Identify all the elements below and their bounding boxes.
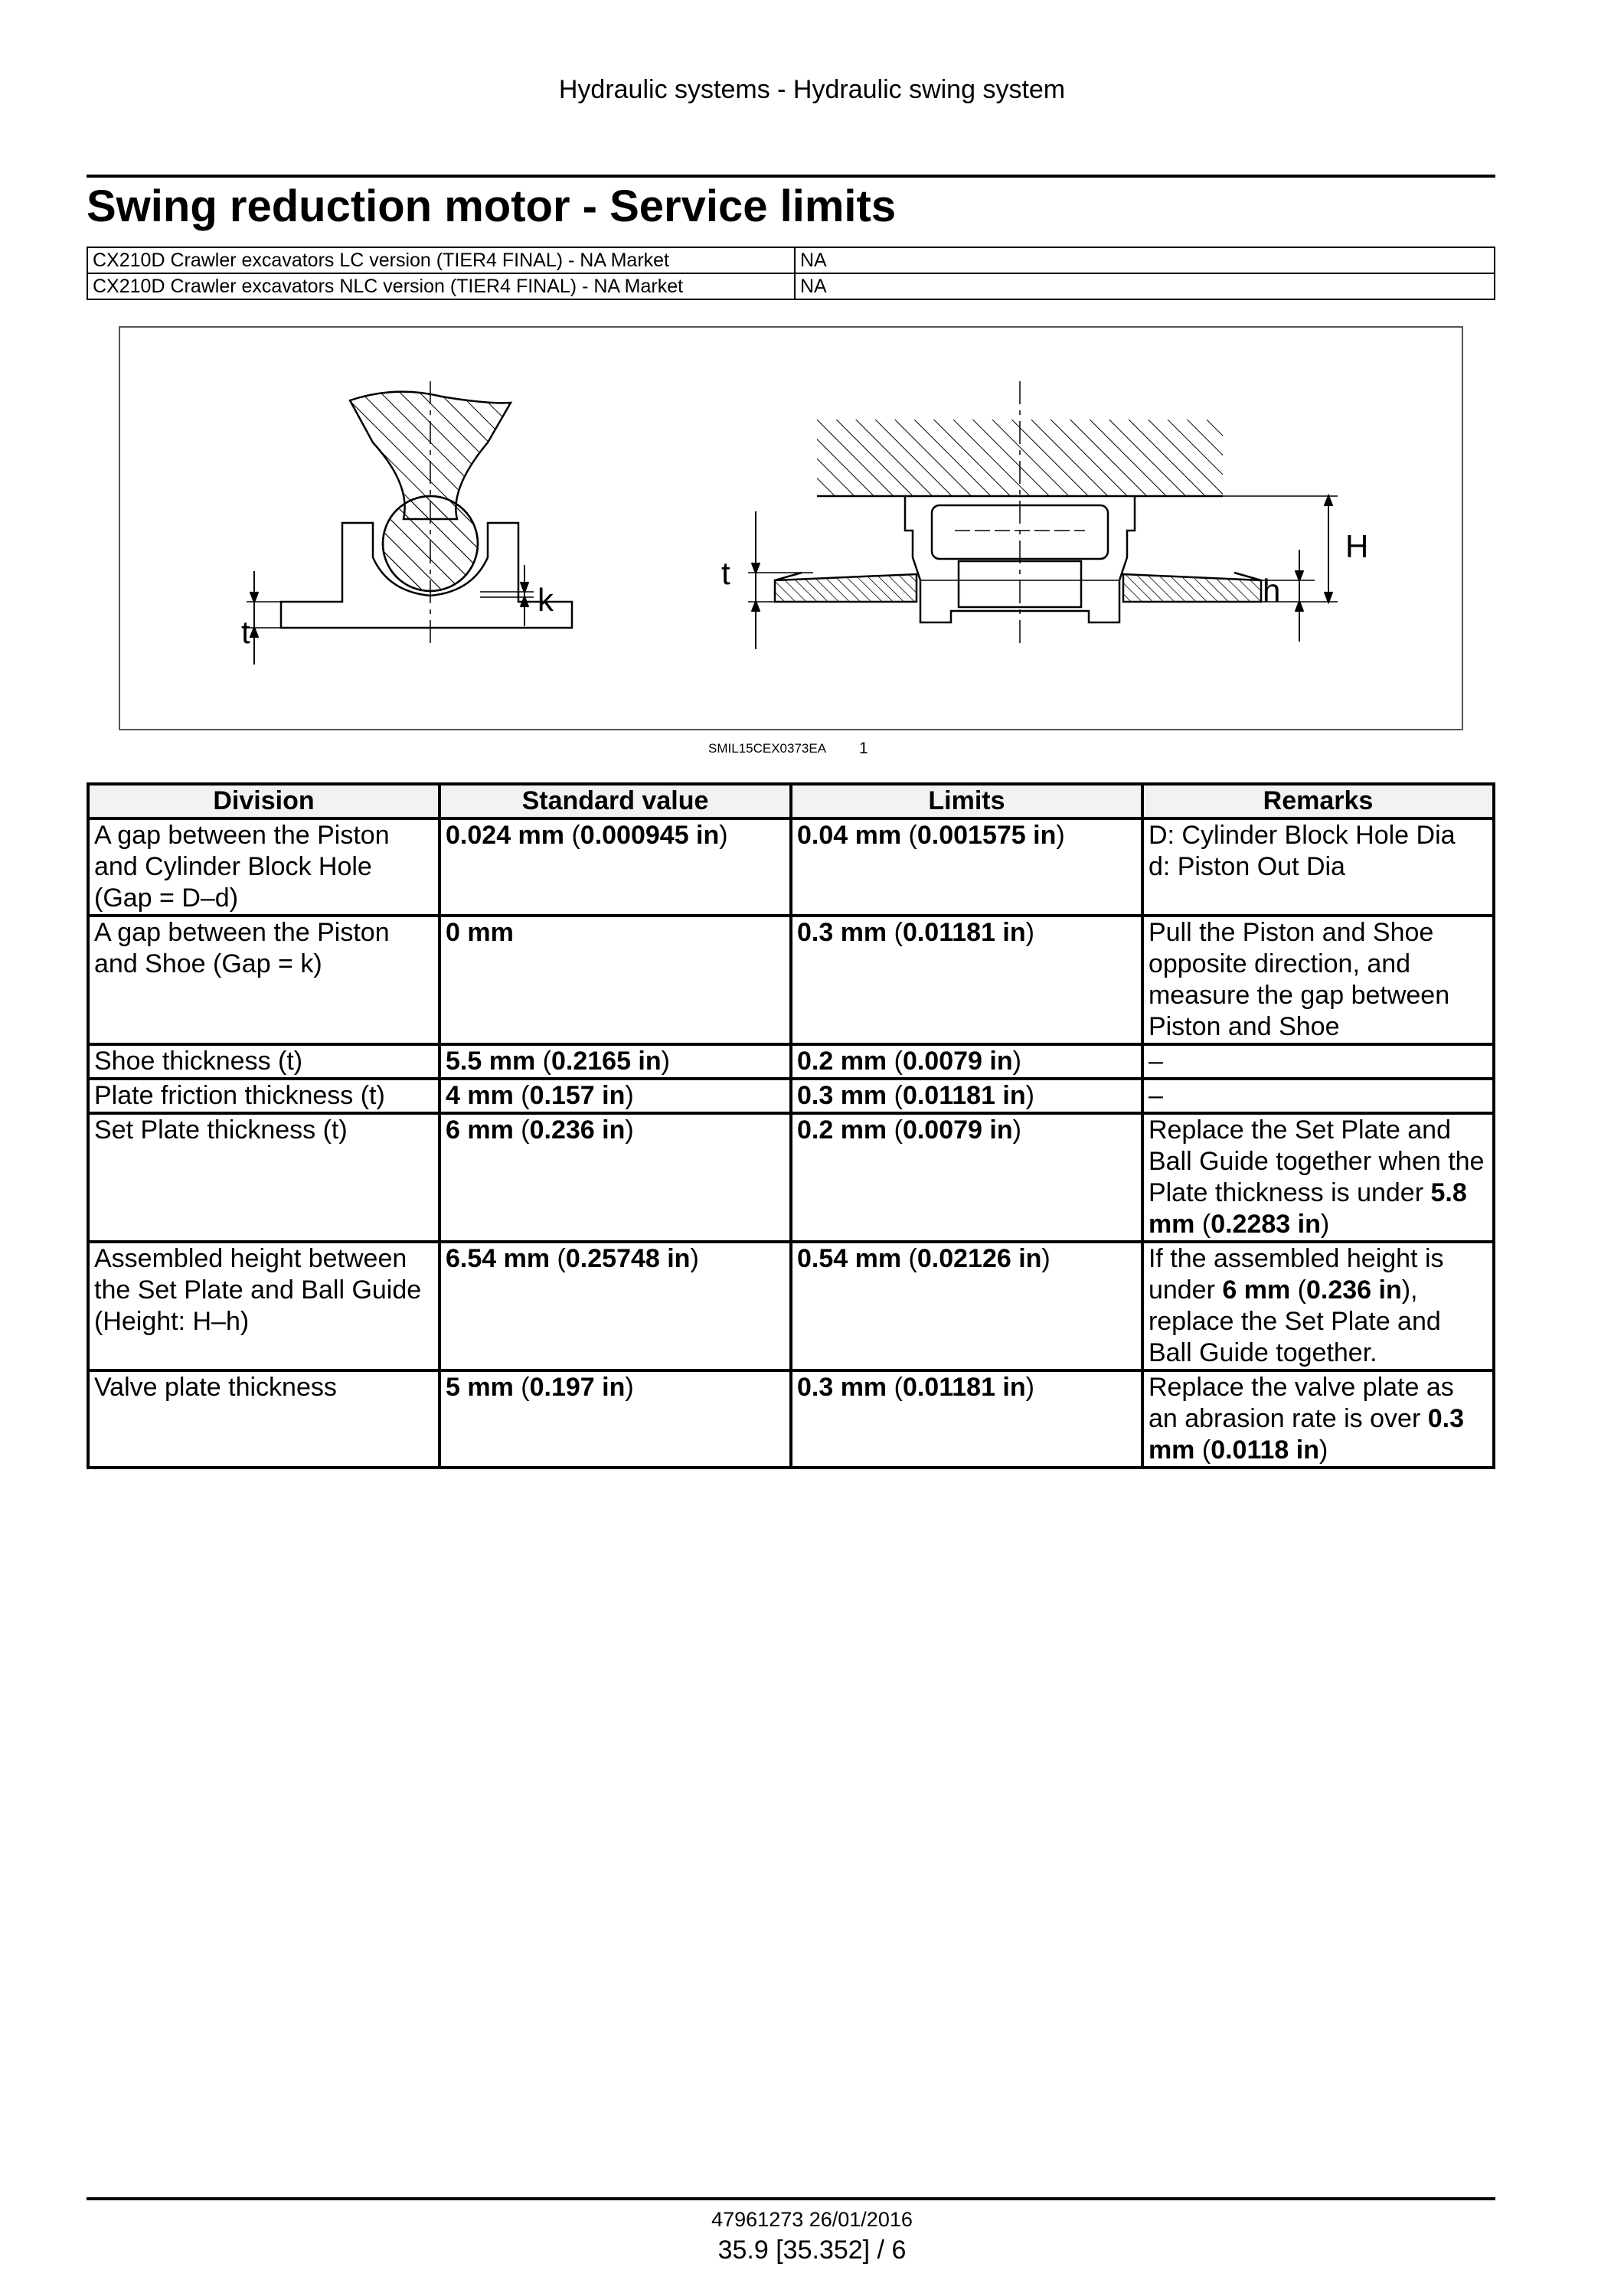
label-t-left: t xyxy=(241,614,250,650)
limit-cell: 0.3 mm (0.01181 in) xyxy=(791,916,1142,1044)
limit-cell: 0.3 mm (0.01181 in) xyxy=(791,1079,1142,1113)
limit-cell: 0.2 mm (0.0079 in) xyxy=(791,1113,1142,1242)
remarks-cell: Pull the Piston and Shoe opposite direction, and measure the gap between Piston and Shoe xyxy=(1142,916,1494,1044)
standard-cell: 6 mm (0.236 in) xyxy=(439,1113,791,1242)
remarks-cell: If the assembled height is under 6 mm (0.236 in), replace the Set Plate and Ball Guide together. xyxy=(1142,1242,1494,1370)
remarks-cell: – xyxy=(1142,1079,1494,1113)
piston-shoe-detail xyxy=(247,381,572,665)
division-cell: Shoe thickness (t) xyxy=(88,1044,439,1079)
technical-drawing xyxy=(119,326,1463,730)
standard-cell: 0 mm xyxy=(439,916,791,1044)
header-rule xyxy=(87,175,1495,178)
division-cell: Valve plate thickness xyxy=(88,1370,439,1468)
label-t-right: t xyxy=(721,555,730,591)
market-cell: NA xyxy=(795,273,1495,299)
limit-cell: 0.04 mm (0.001575 in) xyxy=(791,818,1142,916)
limit-cell: 0.2 mm (0.0079 in) xyxy=(791,1044,1142,1079)
set-plate-ball-guide-detail xyxy=(748,381,1338,649)
footer-rule xyxy=(87,2197,1495,2200)
page-title: Swing reduction motor - Service limits xyxy=(87,181,897,231)
figure-number: 1 xyxy=(859,740,868,757)
table-row xyxy=(88,1044,1494,1079)
table-row xyxy=(88,1242,1494,1370)
drawing-svg xyxy=(120,328,1462,729)
model-cell: CX210D Crawler excavators LC version (TIER4 FINAL) - NA Market xyxy=(87,247,795,273)
remarks-cell: Replace the Set Plate and Ball Guide together when the Plate thickness is under 5.8 mm (0.2283 in) xyxy=(1142,1113,1494,1242)
standard-cell: 5.5 mm (0.2165 in) xyxy=(439,1044,791,1079)
figure-caption: SMIL15CEX0373EA xyxy=(708,741,827,756)
division-cell: Assembled height between the Set Plate and Ball Guide (Height: H–h) xyxy=(88,1242,439,1370)
applicability-row xyxy=(87,273,1495,299)
standard-cell: 6.54 mm (0.25748 in) xyxy=(439,1242,791,1370)
market-cell: NA xyxy=(795,247,1495,273)
header-division: Division xyxy=(88,784,439,818)
table-header-row xyxy=(88,784,1494,818)
limit-cell: 0.54 mm (0.02126 in) xyxy=(791,1242,1142,1370)
applicability-table xyxy=(87,247,1495,300)
footer-page-number: 35.9 [35.352] / 6 xyxy=(717,2236,907,2265)
division-cell: Set Plate thickness (t) xyxy=(88,1113,439,1242)
table-row xyxy=(88,1113,1494,1242)
division-cell: Plate friction thickness (t) xyxy=(88,1079,439,1113)
label-k: k xyxy=(538,582,554,618)
division-cell: A gap between the Piston and Shoe (Gap = k) xyxy=(88,916,439,1044)
label-H: H xyxy=(1345,528,1369,564)
table-row xyxy=(88,1370,1494,1468)
division-cell: A gap between the Piston and Cylinder Block Hole (Gap = D–d) xyxy=(88,818,439,916)
standard-cell: 0.024 mm (0.000945 in) xyxy=(439,818,791,916)
footer-document-id: 47961273 26/01/2016 xyxy=(711,2208,913,2231)
running-header: Hydraulic systems - Hydraulic swing system xyxy=(558,75,1066,104)
table-row xyxy=(88,818,1494,916)
header-limits: Limits xyxy=(791,784,1142,818)
header-remarks: Remarks xyxy=(1142,784,1494,818)
standard-cell: 4 mm (0.157 in) xyxy=(439,1079,791,1113)
service-limits-table xyxy=(87,782,1495,1469)
remarks-cell: – xyxy=(1142,1044,1494,1079)
standard-cell: 5 mm (0.197 in) xyxy=(439,1370,791,1468)
remarks-cell: D: Cylinder Block Hole Dia d: Piston Out Dia xyxy=(1142,818,1494,916)
header-standard: Standard value xyxy=(439,784,791,818)
applicability-row xyxy=(87,247,1495,273)
model-cell: CX210D Crawler excavators NLC version (TIER4 FINAL) - NA Market xyxy=(87,273,795,299)
label-h: h xyxy=(1263,573,1281,609)
limit-cell: 0.3 mm (0.01181 in) xyxy=(791,1370,1142,1468)
table-row xyxy=(88,1079,1494,1113)
table-row xyxy=(88,916,1494,1044)
remarks-cell: Replace the valve plate as an abrasion rate is over 0.3 mm (0.0118 in) xyxy=(1142,1370,1494,1468)
